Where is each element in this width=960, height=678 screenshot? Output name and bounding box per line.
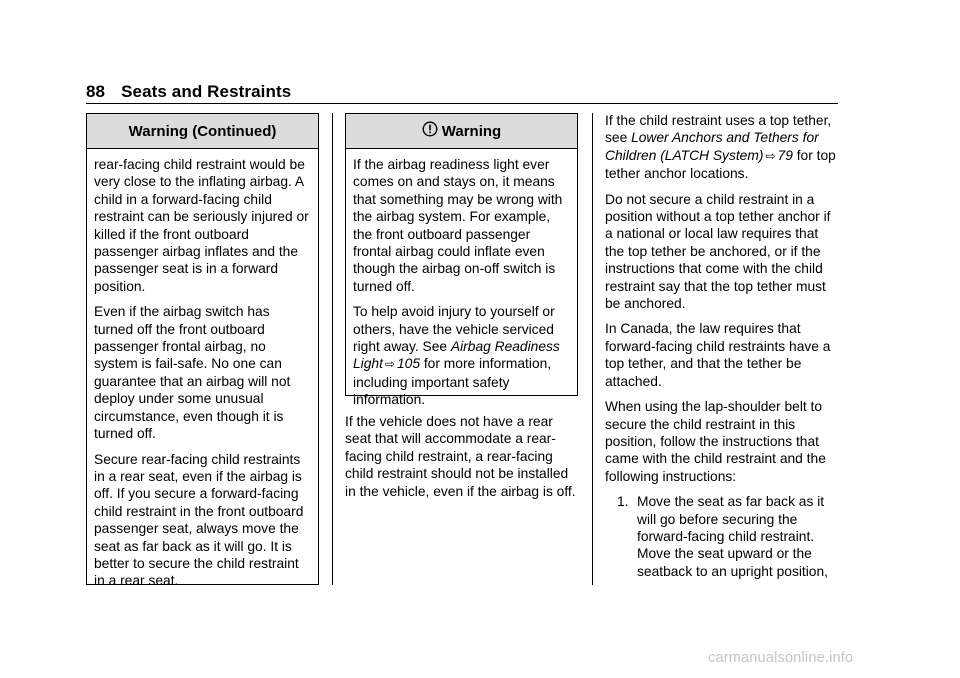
text-run: for top tether anchor locations. xyxy=(605,147,836,182)
warning-heading xyxy=(346,114,577,149)
column-divider-1 xyxy=(332,113,333,585)
list-number: 1. xyxy=(617,494,629,510)
page-reference[interactable]: 105 xyxy=(396,356,421,372)
cross-reference-link[interactable]: Airbag Readiness Light xyxy=(353,339,560,372)
warning-paragraph: Secure rear-facing child restraints in a rear seat, even if the airbag is off. If you secure a forward-facing child restraint in the front outboard passenger seat, always move the seat as far back as it will go. It is better to secure the child restraint in a rear seat. xyxy=(94,451,304,589)
header-rule xyxy=(86,103,838,104)
warning-body xyxy=(346,149,577,409)
cross-reference-link[interactable]: Lower Anchors and Tethers for Children (LATCH System) xyxy=(605,130,819,163)
page-ref-arrow-icon: ⇨ xyxy=(765,148,776,163)
page-ref-arrow-icon: ⇨ xyxy=(384,357,395,372)
warning-heading-label: Warning xyxy=(441,122,502,140)
column-3-text xyxy=(605,112,841,580)
body-paragraph: In Canada, the law requires that forward-facing child restraints have a top tether, and that the tether be attached. xyxy=(605,321,831,389)
warning-paragraph: Even if the airbag switch has turned off the front outboard passenger frontal airbag, no system is fail-safe. No one can guarantee that an airbag will not deploy under some unusual circumstance, even though it is turned off. xyxy=(94,304,291,442)
body-paragraph: Do not secure a child restraint in a position without a top tether anchor if a national or local law requires that the top tether be anchored, or if the instructions that come with the child restraint say that the top tether must be anchored. xyxy=(605,191,831,312)
text-run: To help avoid injury to yourself or others, have the vehicle serviced right away. See xyxy=(353,304,555,355)
text-run: for more information, including important safety information. xyxy=(353,356,552,408)
section-title: Seats and Restraints xyxy=(121,82,292,101)
column-2-text xyxy=(345,413,581,508)
warning-continued-heading: Warning (Continued) xyxy=(87,114,318,149)
warning-continued-box xyxy=(86,113,319,589)
watermark: carmanualsonline.info xyxy=(708,650,854,666)
page-reference[interactable]: 79 xyxy=(777,147,793,163)
list-item-text: Move the seat as far back as it will go before securing the forward-facing child restraint. Move the seat upward or the seatback to an upright position, xyxy=(637,494,828,579)
text-run: If the child restraint uses a top tether, see xyxy=(605,113,832,146)
warning-paragraph xyxy=(353,303,570,408)
column-divider-2 xyxy=(592,113,593,585)
page-header xyxy=(86,82,291,102)
page-number: 88 xyxy=(86,82,106,101)
list-item xyxy=(605,493,841,580)
body-paragraph xyxy=(605,112,841,183)
warning-paragraph: If the airbag readiness light ever comes on and stays on, it means that something may be wrong with the airbag system. For example, the front outboard passenger frontal airbag could inflate even though the airbag on-off switch is turned off. xyxy=(353,157,563,294)
instruction-list xyxy=(605,493,841,580)
warning-box xyxy=(345,113,578,408)
warning-icon xyxy=(422,121,438,141)
body-paragraph: If the vehicle does not have a rear seat that will accommodate a rear-facing child restraint, a rear-facing child restraint should not be installed in the vehicle, even if the airbag is off. xyxy=(345,414,576,499)
warning-continued-body xyxy=(87,149,318,590)
warning-paragraph: rear-facing child restraint would be very close to the inflating airbag. A child in a forward-facing child restraint can be seriously injured or killed if the front outboard passenger airbag inflates and the passenger seat is in a forward position. xyxy=(94,157,309,294)
body-paragraph: When using the lap-shoulder belt to secure the child restraint in this position, follow the instructions that came with the child restraint and the following instructions: xyxy=(605,399,826,484)
